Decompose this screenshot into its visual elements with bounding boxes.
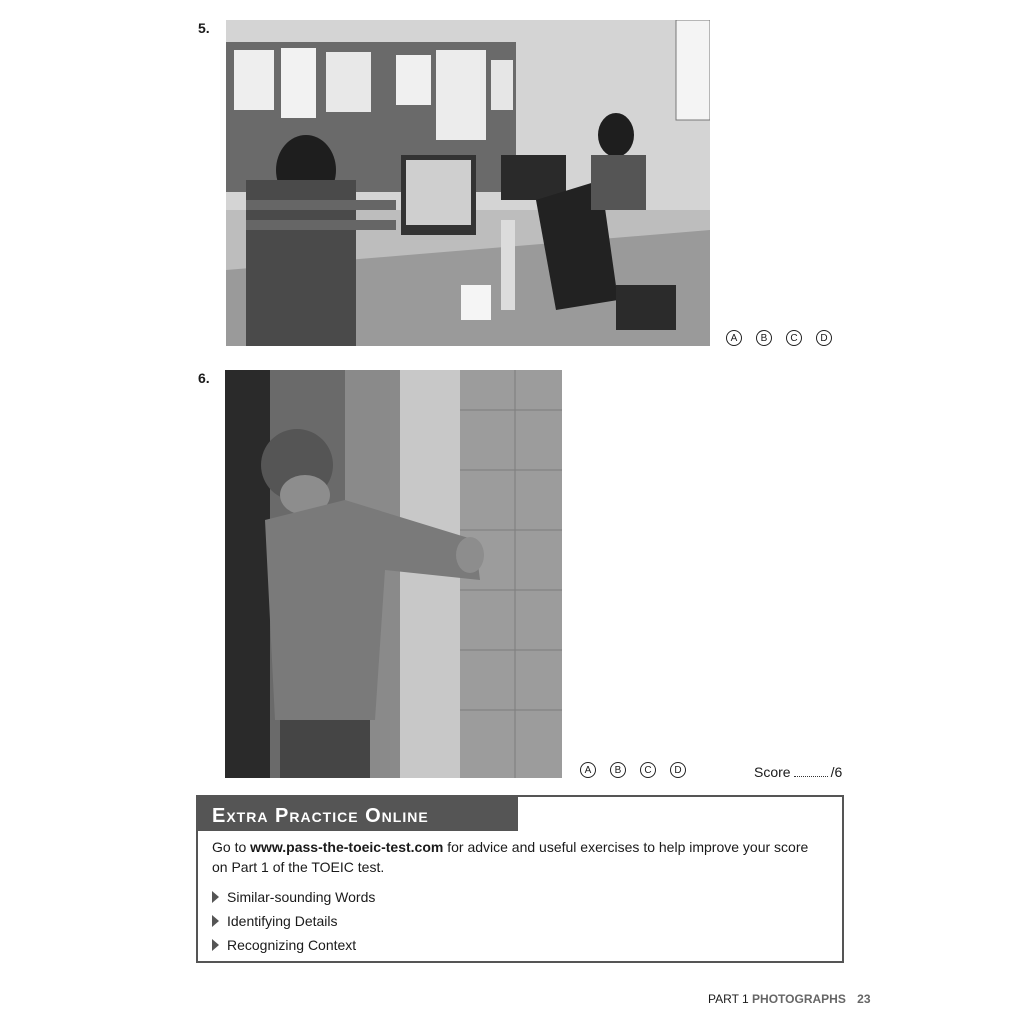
option-b-5[interactable]: B <box>756 330 772 346</box>
page-footer <box>708 992 871 1006</box>
triangle-bullet-icon <box>212 891 219 903</box>
score-total: /6 <box>830 764 843 780</box>
answer-options-5 <box>726 330 832 346</box>
intro-prefix: Go to <box>212 839 251 855</box>
practice-topics-list <box>212 885 822 957</box>
score-label: Score <box>754 764 791 780</box>
list-item <box>212 885 822 909</box>
triangle-bullet-icon <box>212 915 219 927</box>
list-item-label: Recognizing Context <box>227 937 357 953</box>
footer-part: PART 1 <box>708 992 749 1006</box>
option-d-6[interactable]: D <box>670 762 686 778</box>
footer-section: PHOTOGRAPHS <box>752 992 846 1006</box>
answer-options-6 <box>580 762 686 778</box>
list-item <box>212 933 822 957</box>
option-a-5[interactable]: A <box>726 330 742 346</box>
practice-url-link[interactable]: www.pass-the-toeic-test.com <box>250 839 444 855</box>
score-line <box>754 764 842 780</box>
question-number-6: 6. <box>198 370 210 386</box>
page-number: 23 <box>857 992 871 1006</box>
list-item <box>212 909 822 933</box>
option-d-5[interactable]: D <box>816 330 832 346</box>
score-blank[interactable] <box>794 766 828 777</box>
list-item-label: Identifying Details <box>227 913 338 929</box>
list-item-label: Similar-sounding Words <box>227 889 376 905</box>
triangle-bullet-icon <box>212 939 219 951</box>
question-number-5: 5. <box>198 20 210 36</box>
door-photo <box>225 370 562 778</box>
extra-practice-title: Extra Practice Online <box>198 797 518 831</box>
option-c-5[interactable]: C <box>786 330 802 346</box>
option-c-6[interactable]: C <box>640 762 656 778</box>
office-photo <box>226 20 710 346</box>
extra-practice-intro <box>212 837 822 877</box>
option-a-6[interactable]: A <box>580 762 596 778</box>
option-b-6[interactable]: B <box>610 762 626 778</box>
extra-practice-body <box>212 837 822 957</box>
extra-practice-box <box>196 795 844 963</box>
intro-suffix: for advice and useful exercises to help improve your score on Part 1 of the TOEIC test. <box>212 839 809 875</box>
